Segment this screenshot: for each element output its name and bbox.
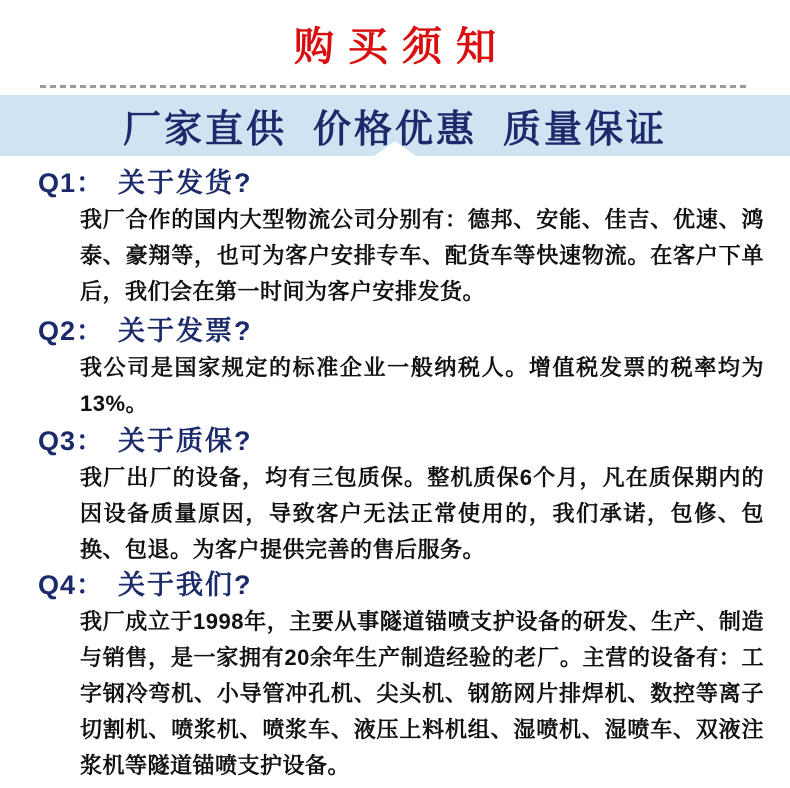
banner-item-factory-direct: 厂家直供: [122, 109, 287, 151]
faq-section-invoice: [0, 316, 790, 422]
question-label: Q1：: [38, 168, 105, 198]
faq-heading: [0, 168, 790, 198]
answer-text: 我厂成立于1998年，主要从事隧道锚喷支护设备的研发、生产、制造与销售，是一家拥有20余年生产制造经验的老厂。主营的设备有：工字钢冷弯机、小导管冲孔机、尖头机、钢筋网片排焊机、数控等离子切割机、喷浆机、喷浆车、液压上料机组、湿喷机、湿喷车、双液注浆机等隧道锚喷支护设备。: [80, 609, 764, 778]
answer-text: 我厂合作的国内大型物流公司分别有：德邦、安能、佳吉、优速、鸿泰、豪翔等，也可为客户安排专车、配货车等快速物流。在客户下单后，我们会在第一时间为客户安排发货。: [80, 207, 764, 304]
notch-triangle-icon: [374, 141, 416, 156]
page-title: 购买须知: [294, 25, 510, 69]
answer-text: 我公司是国家规定的标准企业一般纳税人。增值税发票的税率均为13%。: [80, 355, 764, 416]
faq-section-warranty: [0, 426, 790, 568]
slogan-banner: [0, 95, 790, 156]
faq-heading: [0, 426, 790, 456]
question-label: Q4：: [38, 570, 105, 600]
banner-item-good-price: 价格优惠: [312, 109, 477, 151]
banner-item-quality-guarantee: 质量保证: [503, 109, 668, 151]
question-label: Q2：: [38, 316, 105, 346]
faq-heading: [0, 316, 790, 346]
question-title: 关于发票?: [118, 316, 253, 346]
dashed-divider: [40, 85, 750, 88]
faq-list: [0, 168, 790, 788]
faq-section-shipping: [0, 168, 790, 310]
question-title: 关于我们?: [118, 570, 253, 600]
question-title: 关于质保?: [118, 426, 253, 456]
question-title: 关于发货?: [118, 168, 253, 198]
faq-section-about-us: [0, 570, 790, 784]
faq-heading: [0, 570, 790, 600]
answer-text: 我厂出厂的设备，均有三包质保。整机质保6个月，凡在质保期内的因设备质量原因，导致客户无法正常使用的，我们承诺，包修、包换、包退。为客户提供完善的售后服务。: [80, 465, 764, 562]
question-label: Q3：: [38, 426, 105, 456]
